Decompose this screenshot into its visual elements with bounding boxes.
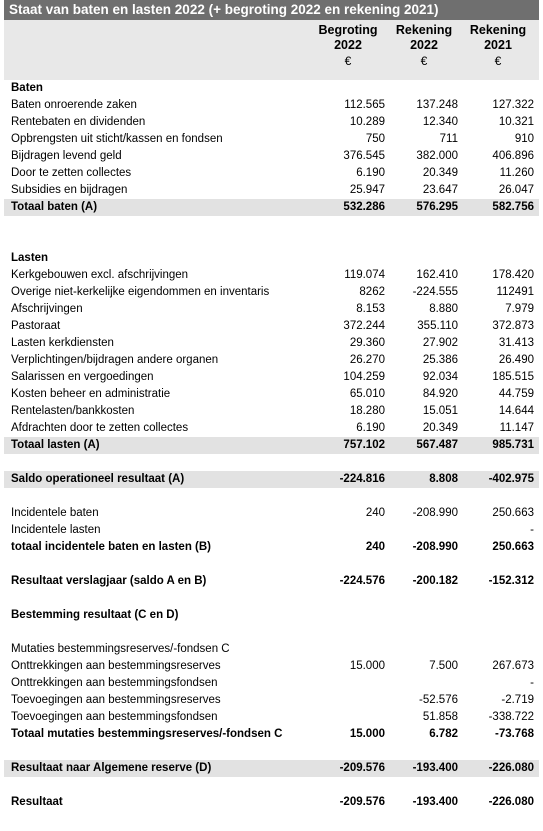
statement-row	[4, 165, 539, 182]
value-begroting-2022: 240	[365, 507, 385, 519]
value-begroting-2022: 15.000	[349, 660, 385, 672]
value-rekening-2021: 26.047	[498, 184, 534, 196]
statement-row	[4, 267, 539, 284]
value-rekening-2021: -226.080	[488, 762, 534, 774]
spacer-row	[4, 216, 539, 233]
total-row	[4, 539, 539, 556]
value-rekening-2022: 92.034	[422, 371, 458, 383]
statement-row	[4, 522, 539, 539]
value-rekening-2021: 178.420	[492, 269, 534, 281]
value-rekening-2022: 567.487	[416, 439, 458, 451]
value-rekening-2021: 250.663	[492, 507, 534, 519]
row-label: Salarissen en vergoedingen	[11, 371, 154, 383]
row-label: Totaal mutaties bestemmingsreserves/-fondsen C	[11, 728, 283, 740]
value-rekening-2021: 14.644	[498, 405, 534, 417]
value-begroting-2022: -209.576	[339, 796, 385, 808]
value-begroting-2022: -224.576	[339, 575, 385, 587]
statement-row	[4, 114, 539, 131]
value-begroting-2022: 757.102	[343, 439, 385, 451]
value-rekening-2021: 44.759	[498, 388, 534, 400]
value-begroting-2022: 376.545	[343, 150, 385, 162]
value-begroting-2022: 112.565	[344, 99, 385, 111]
value-rekening-2022: 576.295	[416, 201, 458, 213]
row-label: Kosten beheer en administratie	[11, 388, 171, 400]
statement-row	[4, 352, 539, 369]
value-rekening-2022: 27.902	[422, 337, 458, 349]
total-row	[4, 760, 539, 777]
value-rekening-2021: 11.147	[499, 422, 534, 434]
value-rekening-2021: 267.673	[492, 660, 534, 672]
value-rekening-2022: 137.248	[416, 99, 458, 111]
value-rekening-2021: 582.756	[492, 201, 534, 213]
value-rekening-2021: 10.321	[498, 116, 534, 128]
spacer-row	[4, 590, 539, 607]
value-begroting-2022: 372.244	[343, 320, 385, 332]
statement-row	[4, 301, 539, 318]
value-rekening-2022: -193.400	[412, 796, 458, 808]
total-row	[4, 573, 539, 590]
value-rekening-2021: 7.979	[505, 303, 534, 315]
value-begroting-2022: 104.259	[343, 371, 385, 383]
value-begroting-2022: 29.360	[349, 337, 385, 349]
row-label: Saldo operationeel resultaat (A)	[11, 473, 185, 485]
row-label: Resultaat	[11, 796, 63, 808]
value-begroting-2022: 26.270	[349, 354, 385, 366]
value-rekening-2022: 84.920	[422, 388, 458, 400]
value-begroting-2022: 119.074	[344, 269, 385, 281]
value-rekening-2022: -208.990	[412, 507, 458, 519]
row-label: Toevoegingen aan bestemmingsreserves	[11, 694, 221, 706]
value-rekening-2022: -193.400	[412, 762, 458, 774]
value-rekening-2021: 11.260	[499, 167, 534, 179]
financial-statement-sheet	[4, 0, 539, 811]
statement-row	[4, 386, 539, 403]
row-label: Pastoraat	[11, 320, 61, 332]
column-header-currency: €	[494, 54, 502, 68]
statement-title: Staat van baten en lasten 2022 (+ begroting 2022 en rekening 2021)	[4, 0, 539, 20]
value-rekening-2022: 711	[439, 133, 458, 145]
statement-row	[4, 658, 539, 675]
statement-row	[4, 182, 539, 199]
total-row	[4, 794, 539, 811]
value-rekening-2021: -2.719	[501, 694, 534, 706]
total-row	[4, 250, 539, 267]
value-rekening-2021: 185.515	[492, 371, 534, 383]
value-begroting-2022: 750	[365, 133, 385, 145]
statement-row	[4, 505, 539, 522]
row-label: Incidentele baten	[11, 507, 99, 519]
column-header-line2: 2022	[410, 38, 438, 52]
row-label: Rentebaten en dividenden	[11, 116, 146, 128]
row-label: Bestemming resultaat (C en D)	[11, 609, 179, 621]
value-begroting-2022: 18.280	[349, 405, 385, 417]
column-header-rekening-2022	[389, 23, 459, 69]
row-label: Overige niet-kerkelijke eigendommen en inventaris	[11, 286, 270, 298]
value-rekening-2021: -402.975	[488, 473, 534, 485]
statement-row	[4, 641, 539, 658]
row-label: Kerkgebouwen excl. afschrijvingen	[11, 269, 189, 281]
value-rekening-2022: 8.808	[429, 473, 458, 485]
value-begroting-2022: 15.000	[349, 728, 385, 740]
total-row	[4, 80, 539, 97]
row-label: Mutaties bestemmingsreserves/-fondsen C	[11, 643, 230, 655]
value-rekening-2021: -226.080	[488, 796, 534, 808]
spacer-row	[4, 743, 539, 760]
statement-row	[4, 420, 539, 437]
row-label: Toevoegingen aan bestemmingsfondsen	[11, 711, 218, 723]
spacer-row	[4, 777, 539, 794]
spacer-row	[4, 624, 539, 641]
column-header-currency: €	[344, 54, 352, 68]
statement-rows	[4, 80, 539, 811]
value-rekening-2021: 910	[514, 133, 534, 145]
row-label: Baten onroerende zaken	[11, 99, 137, 111]
value-rekening-2022: -52.576	[418, 694, 458, 706]
value-rekening-2021: 26.490	[498, 354, 534, 366]
value-rekening-2021: -338.722	[488, 711, 534, 723]
spacer-row	[4, 556, 539, 573]
total-row	[4, 437, 539, 454]
value-begroting-2022: -209.576	[339, 762, 385, 774]
statement-row	[4, 369, 539, 386]
statement-row	[4, 709, 539, 726]
statement-row	[4, 692, 539, 709]
row-label: Afschrijvingen	[11, 303, 83, 315]
value-rekening-2022: 382.000	[416, 150, 458, 162]
value-rekening-2021: 31.413	[498, 337, 534, 349]
value-rekening-2022: -208.990	[412, 541, 458, 553]
row-label: Bijdragen levend geld	[11, 150, 122, 162]
statement-row	[4, 131, 539, 148]
row-label: Baten	[11, 82, 43, 94]
row-label: Door te zetten collectes	[11, 167, 132, 179]
row-label: Resultaat verslagjaar (saldo A en B)	[11, 575, 207, 587]
value-rekening-2021: -	[530, 524, 534, 536]
column-header-currency: €	[420, 54, 428, 68]
total-row	[4, 607, 539, 624]
value-rekening-2022: 12.340	[422, 116, 458, 128]
statement-row	[4, 97, 539, 114]
total-row	[4, 471, 539, 488]
value-rekening-2021: 406.896	[492, 150, 534, 162]
row-label: Lasten	[11, 252, 49, 264]
value-rekening-2022: -200.182	[412, 575, 458, 587]
value-rekening-2022: -224.555	[412, 286, 458, 298]
value-begroting-2022: 532.286	[343, 201, 385, 213]
column-header-line1: Rekening	[395, 23, 453, 37]
value-rekening-2022: 355.110	[417, 320, 458, 332]
value-begroting-2022: 10.289	[349, 116, 385, 128]
value-rekening-2022: 7.500	[429, 660, 458, 672]
column-header-line2: 2021	[484, 38, 512, 52]
value-rekening-2021: 112491	[496, 286, 534, 298]
value-rekening-2021: 372.873	[492, 320, 534, 332]
value-rekening-2022: 15.051	[422, 405, 458, 417]
column-header-begroting-2022	[312, 23, 384, 69]
row-label: Resultaat naar Algemene reserve (D)	[11, 762, 212, 774]
value-rekening-2021: 250.663	[492, 541, 534, 553]
column-header-line2: 2022	[334, 38, 362, 52]
statement-row	[4, 284, 539, 301]
value-begroting-2022: 240	[365, 541, 385, 553]
value-rekening-2022: 20.349	[422, 422, 458, 434]
value-begroting-2022: 6.190	[356, 167, 385, 179]
row-label: Onttrekkingen aan bestemmingsreserves	[11, 660, 221, 672]
value-rekening-2022: 20.349	[422, 167, 458, 179]
row-label: Lasten kerkdiensten	[11, 337, 114, 349]
value-rekening-2021: 985.731	[492, 439, 534, 451]
row-label: Opbrengsten uit sticht/kassen en fondsen	[11, 133, 223, 145]
row-label: Totaal lasten (A)	[11, 439, 100, 451]
value-rekening-2021: 127.322	[492, 99, 534, 111]
value-begroting-2022: 6.190	[356, 422, 385, 434]
statement-row	[4, 675, 539, 692]
spacer-row	[4, 488, 539, 505]
value-rekening-2021: -152.312	[488, 575, 534, 587]
column-header	[4, 20, 539, 80]
row-label: Incidentele lasten	[11, 524, 101, 536]
column-header-line1: Begroting	[318, 23, 378, 37]
spacer-row	[4, 233, 539, 250]
value-rekening-2022: 51.858	[422, 711, 458, 723]
value-rekening-2022: 6.782	[429, 728, 458, 740]
value-rekening-2022: 25.386	[422, 354, 458, 366]
total-row	[4, 726, 539, 743]
column-header-line1: Rekening	[469, 23, 527, 37]
total-row	[4, 199, 539, 216]
statement-row	[4, 403, 539, 420]
row-label: totaal incidentele baten en lasten (B)	[11, 541, 212, 553]
value-rekening-2022: 162.410	[416, 269, 458, 281]
row-label: Subsidies en bijdragen	[11, 184, 128, 196]
statement-row	[4, 148, 539, 165]
spacer-row	[4, 454, 539, 471]
value-begroting-2022: 65.010	[349, 388, 385, 400]
row-label: Totaal baten (A)	[11, 201, 98, 213]
value-rekening-2021: -	[530, 677, 534, 689]
value-begroting-2022: 8.153	[356, 303, 385, 315]
row-label: Verplichtingen/bijdragen andere organen	[11, 354, 219, 366]
row-label: Onttrekkingen aan bestemmingsfondsen	[11, 677, 218, 689]
row-label: Rentelasten/bankkosten	[11, 405, 135, 417]
statement-row	[4, 318, 539, 335]
value-begroting-2022: -224.816	[339, 473, 385, 485]
value-rekening-2022: 23.647	[422, 184, 458, 196]
value-rekening-2022: 8.880	[429, 303, 458, 315]
row-label: Afdrachten door te zetten collectes	[11, 422, 189, 434]
value-rekening-2021: -73.768	[494, 728, 534, 740]
statement-row	[4, 335, 539, 352]
value-begroting-2022: 25.947	[349, 184, 385, 196]
value-begroting-2022: 8262	[359, 286, 385, 298]
column-header-rekening-2021	[462, 23, 534, 69]
